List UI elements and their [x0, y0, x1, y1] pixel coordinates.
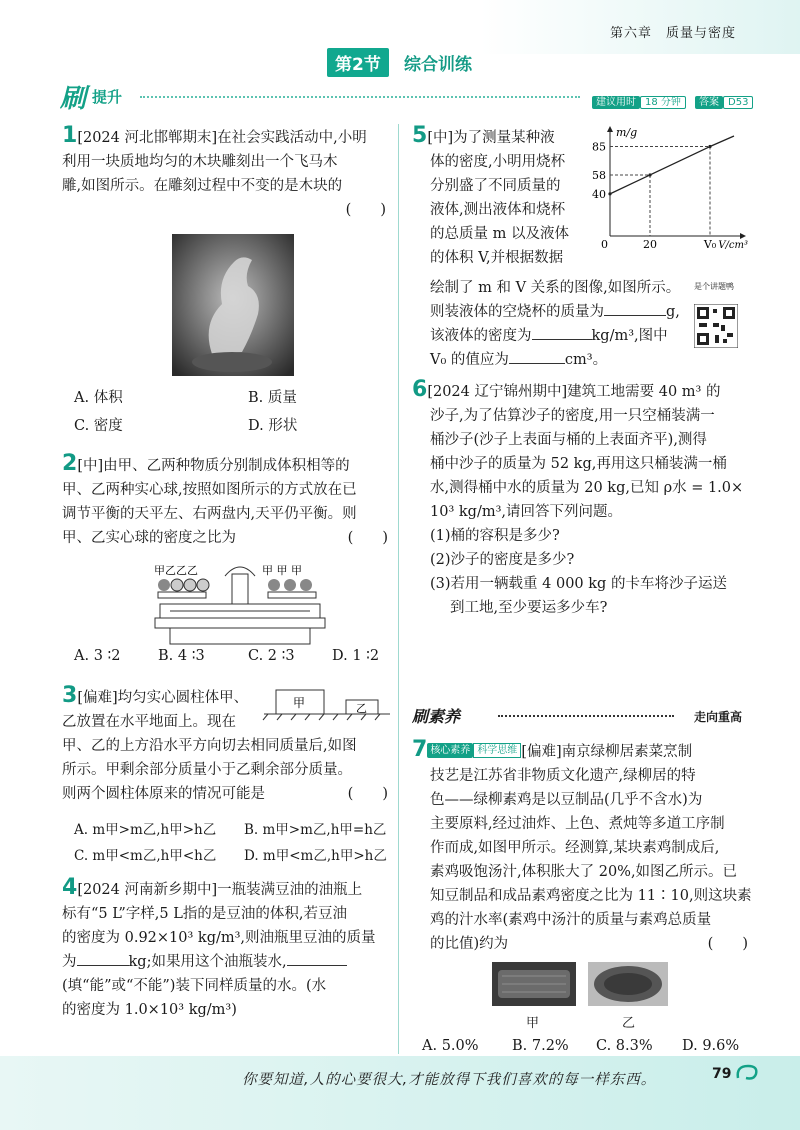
q3-line: [偏难]均匀实心圆柱体甲、	[77, 690, 249, 706]
time-value: 18 分钟	[640, 96, 686, 109]
q7-line: 色——绿柳素鸡是以豆制品(几乎不含水)为	[430, 792, 703, 808]
brush-logo: 刷	[60, 84, 87, 114]
section-title: 综合训练	[404, 55, 472, 75]
question-number: 3	[62, 683, 78, 708]
q5-line: [中]为了测量某种液	[427, 130, 555, 146]
q3-line: 所示。甲剩余部分质量小于乙剩余部分质量。	[62, 762, 352, 778]
chapter-title: 第六章 质量与密度	[609, 26, 736, 41]
option-d[interactable]: D. m甲<m乙,h甲>h乙	[244, 848, 387, 864]
q3-line: 则两个圆柱体原来的情况可能是	[62, 786, 265, 802]
q5-line: 绘制了 m 和 V 关系的图像,如图所示。	[430, 280, 681, 296]
q6-line: 桶沙子(沙子上表面与桶的上表面齐平),测得	[430, 432, 707, 448]
balance-figure	[150, 556, 328, 648]
q5-line: 液体,测出液体和烧杯	[430, 202, 566, 218]
q3-line: 乙放置在水平地面上。现在	[62, 714, 236, 730]
q5-line: V₀ 的值应为	[430, 352, 509, 368]
blank[interactable]	[532, 325, 592, 340]
q4-line: (填“能”或“不能”)装下同样质量的水。(水	[62, 978, 327, 994]
q5-line: g,	[666, 304, 680, 320]
answer-paren: ( )	[345, 202, 386, 218]
q7-line: 素鸡吸饱汤汁,体积胀大了 20%,如图乙所示。已	[430, 864, 738, 880]
data-point	[608, 192, 611, 195]
option-c[interactable]: C. 密度	[74, 418, 123, 434]
qr-code-icon[interactable]	[694, 304, 738, 348]
q5-line: 的总质量 m 以及液体	[430, 226, 569, 242]
question-number: 2	[62, 451, 78, 476]
cylinders-figure	[262, 684, 394, 722]
option-d[interactable]: D. 1 ∶2	[332, 648, 380, 664]
option-b[interactable]: B. m甲>m乙,h甲=h乙	[244, 822, 387, 838]
literacy-right: 走向重高	[693, 710, 742, 724]
data-line	[610, 147, 710, 194]
q7-line: [偏难]南京绿柳居素菜烹制	[521, 744, 693, 760]
q5-line: 的体积 V,并根据数据	[430, 250, 564, 266]
caption-a: 甲	[526, 1016, 540, 1031]
q4-line: kg;如果用这个油瓶装水,	[128, 954, 287, 970]
q4-line: 标有“5 L”字样,5 L指的是豆油的体积,若豆油	[62, 906, 347, 922]
q2-line: 甲、乙两种实心球,按照如图所示的方式放在已	[62, 482, 357, 498]
y-tick-label: 85	[592, 140, 606, 154]
q2-line: [中]由甲、乙两种物质分别制成体积相等的	[77, 458, 350, 474]
answer-value: D53	[723, 96, 753, 109]
answer-label: 答案	[695, 96, 723, 109]
y-axis-label: m/g	[616, 126, 638, 139]
q1-line: 利用一块质地均匀的木块雕刻出一个飞马木	[62, 154, 338, 170]
option-a[interactable]: A. 体积	[74, 390, 123, 406]
caption-b: 乙	[622, 1016, 636, 1031]
answer-paren: ( )	[707, 936, 748, 952]
literacy-title: 刷素养	[412, 707, 461, 726]
q3-line: 甲、乙的上方沿水平方向切去相同质量后,如图	[62, 738, 357, 754]
sujia-photo-a	[492, 962, 576, 1006]
q5-line: 则装液体的空烧杯的质量为	[430, 304, 604, 320]
question-number: 1	[62, 123, 78, 148]
y-axis-arrow	[607, 126, 613, 132]
q6-line: [2024 辽宁锦州期中]建筑工地需要 40 m³ 的	[427, 384, 721, 400]
q6-subquestion: (2)沙子的密度是多少?	[430, 552, 575, 568]
question-6	[412, 378, 752, 620]
q4-line: 的密度为 1.0×10³ kg/m³)	[62, 1002, 237, 1018]
literacy-rule	[498, 715, 674, 717]
q6-line: 桶中沙子的质量为 52 kg,再用这只桶装满一桶	[430, 456, 727, 472]
y-tick-label: 40	[592, 187, 606, 201]
sujia-photo-b	[588, 962, 668, 1006]
q4-line: 为	[62, 954, 77, 970]
tag-science: 科学思维	[473, 743, 521, 758]
data-line-extension	[710, 136, 734, 147]
q6-subquestion: (3)若用一辆载重 4 000 kg 的卡车将沙子运送	[430, 576, 727, 592]
time-info	[592, 90, 753, 109]
question-number: 5	[412, 123, 428, 148]
q7-line: 技艺是江苏省非物质文化遗产,绿柳居的特	[430, 768, 696, 784]
header-rule	[140, 96, 580, 98]
question-number: 4	[62, 875, 78, 900]
qr-note: 是个讲题鸭	[694, 282, 734, 291]
data-point	[648, 173, 651, 176]
q7-line: 的比值)约为	[430, 936, 509, 952]
option-c[interactable]: C. 8.3%	[596, 1038, 653, 1054]
q6-line: 10³ kg/m³,请回答下列问题。	[430, 504, 622, 520]
q4-line: [2024 河南新乡期中]一瓶装满豆油的油瓶上	[77, 882, 363, 898]
q7-line: 鸡的汁水率(素鸡中汤汁的质量与素鸡总质量	[430, 912, 712, 928]
q6-line: 水,测得桶中水的质量为 20 kg,已知 ρ水 = 1.0×	[430, 480, 744, 496]
q4-line: 的密度为 0.92×10³ kg/m³,则油瓶里豆油的质量	[62, 930, 376, 946]
x-tick-label: V₀	[703, 238, 717, 251]
blank[interactable]	[509, 349, 565, 364]
section-badge: 第2节	[327, 48, 389, 77]
q2-line: 调节平衡的天平左、右两盘内,天平仍平衡。则	[62, 506, 357, 522]
x-axis-arrow	[740, 233, 746, 239]
q1-line: [2024 河北邯郸期末]在社会实践活动中,小明	[77, 130, 367, 146]
q5-line: kg/m³,图中	[591, 328, 668, 344]
option-b[interactable]: B. 7.2%	[512, 1038, 569, 1054]
literacy-header	[412, 704, 742, 728]
question-7	[412, 738, 752, 956]
question-2	[62, 452, 394, 550]
q5-line: cm³。	[564, 352, 608, 368]
answer-paren: ( )	[347, 786, 388, 802]
label-yi: 乙	[356, 702, 367, 715]
right-pan-label: 甲 甲 甲	[262, 564, 302, 577]
option-c[interactable]: C. 2 ∶3	[248, 648, 295, 664]
q5-line: 体的密度,小明用烧杯	[430, 154, 566, 170]
q1-line: 雕,如图所示。在雕刻过程中不变的是木块的	[62, 178, 343, 194]
question-4	[62, 876, 396, 1022]
x-tick-label: 20	[643, 238, 657, 251]
q5-line: 分别盛了不同质量的	[430, 178, 561, 194]
question-5-cont	[430, 276, 720, 372]
blank[interactable]	[604, 301, 666, 316]
wooden-horse-photo	[172, 234, 294, 376]
question-number: 7	[412, 737, 428, 762]
question-5	[412, 124, 612, 270]
blank[interactable]	[77, 951, 129, 966]
q5-line: 该液体的密度为	[430, 328, 532, 344]
answer-paren: ( )	[347, 530, 388, 546]
blank[interactable]	[287, 951, 347, 966]
option-c[interactable]: C. m甲<m乙,h甲<h乙	[74, 848, 217, 864]
q7-line: 主要原料,经过油炸、上色、煮炖等多道工序制	[430, 816, 725, 832]
option-a[interactable]: A. 5.0%	[422, 1038, 479, 1054]
question-1	[62, 124, 392, 222]
option-d[interactable]: D. 形状	[248, 418, 298, 434]
option-b[interactable]: B. 质量	[248, 390, 297, 406]
m-v-chart	[588, 124, 748, 254]
question-number: 6	[412, 377, 428, 402]
page-number: 79	[712, 1066, 732, 1082]
column-divider	[398, 124, 399, 1054]
tag-core: 核心素养	[427, 743, 473, 758]
x-axis-label: V/cm³	[718, 240, 748, 251]
q6-subquestion: (1)桶的容积是多少?	[430, 528, 560, 544]
q7-line: 知豆制品和成品素鸡密度之比为 11∶10,则这块素	[430, 888, 752, 904]
x-tick-label: 0	[601, 238, 608, 251]
option-a[interactable]: A. m甲>m乙,h甲>h乙	[74, 822, 217, 838]
label-jia: 甲	[293, 696, 306, 710]
clip-icon	[734, 1062, 762, 1084]
brush-subtitle: 提升	[92, 88, 123, 106]
left-pan-label: 甲乙乙乙	[154, 564, 198, 577]
q7-line: 作而成,如图甲所示。经测算,某块素鸡制成后,	[430, 840, 720, 856]
q2-line: 甲、乙实心球的密度之比为	[62, 530, 236, 546]
option-b[interactable]: B. 4 ∶3	[158, 648, 205, 664]
option-d[interactable]: D. 9.6%	[682, 1038, 740, 1054]
q6-subquestion: 到工地,至少要运多少车?	[450, 600, 608, 616]
time-label: 建议用时	[592, 96, 640, 109]
option-a[interactable]: A. 3 ∶2	[74, 648, 121, 664]
footer-motto: 你要知道,人的心要很大,才能放得下我们喜欢的每一样东西。	[242, 1072, 657, 1088]
q6-line: 沙子,为了估算沙子的密度,用一只空桶装满一	[430, 408, 715, 424]
y-tick-label: 58	[592, 168, 606, 182]
